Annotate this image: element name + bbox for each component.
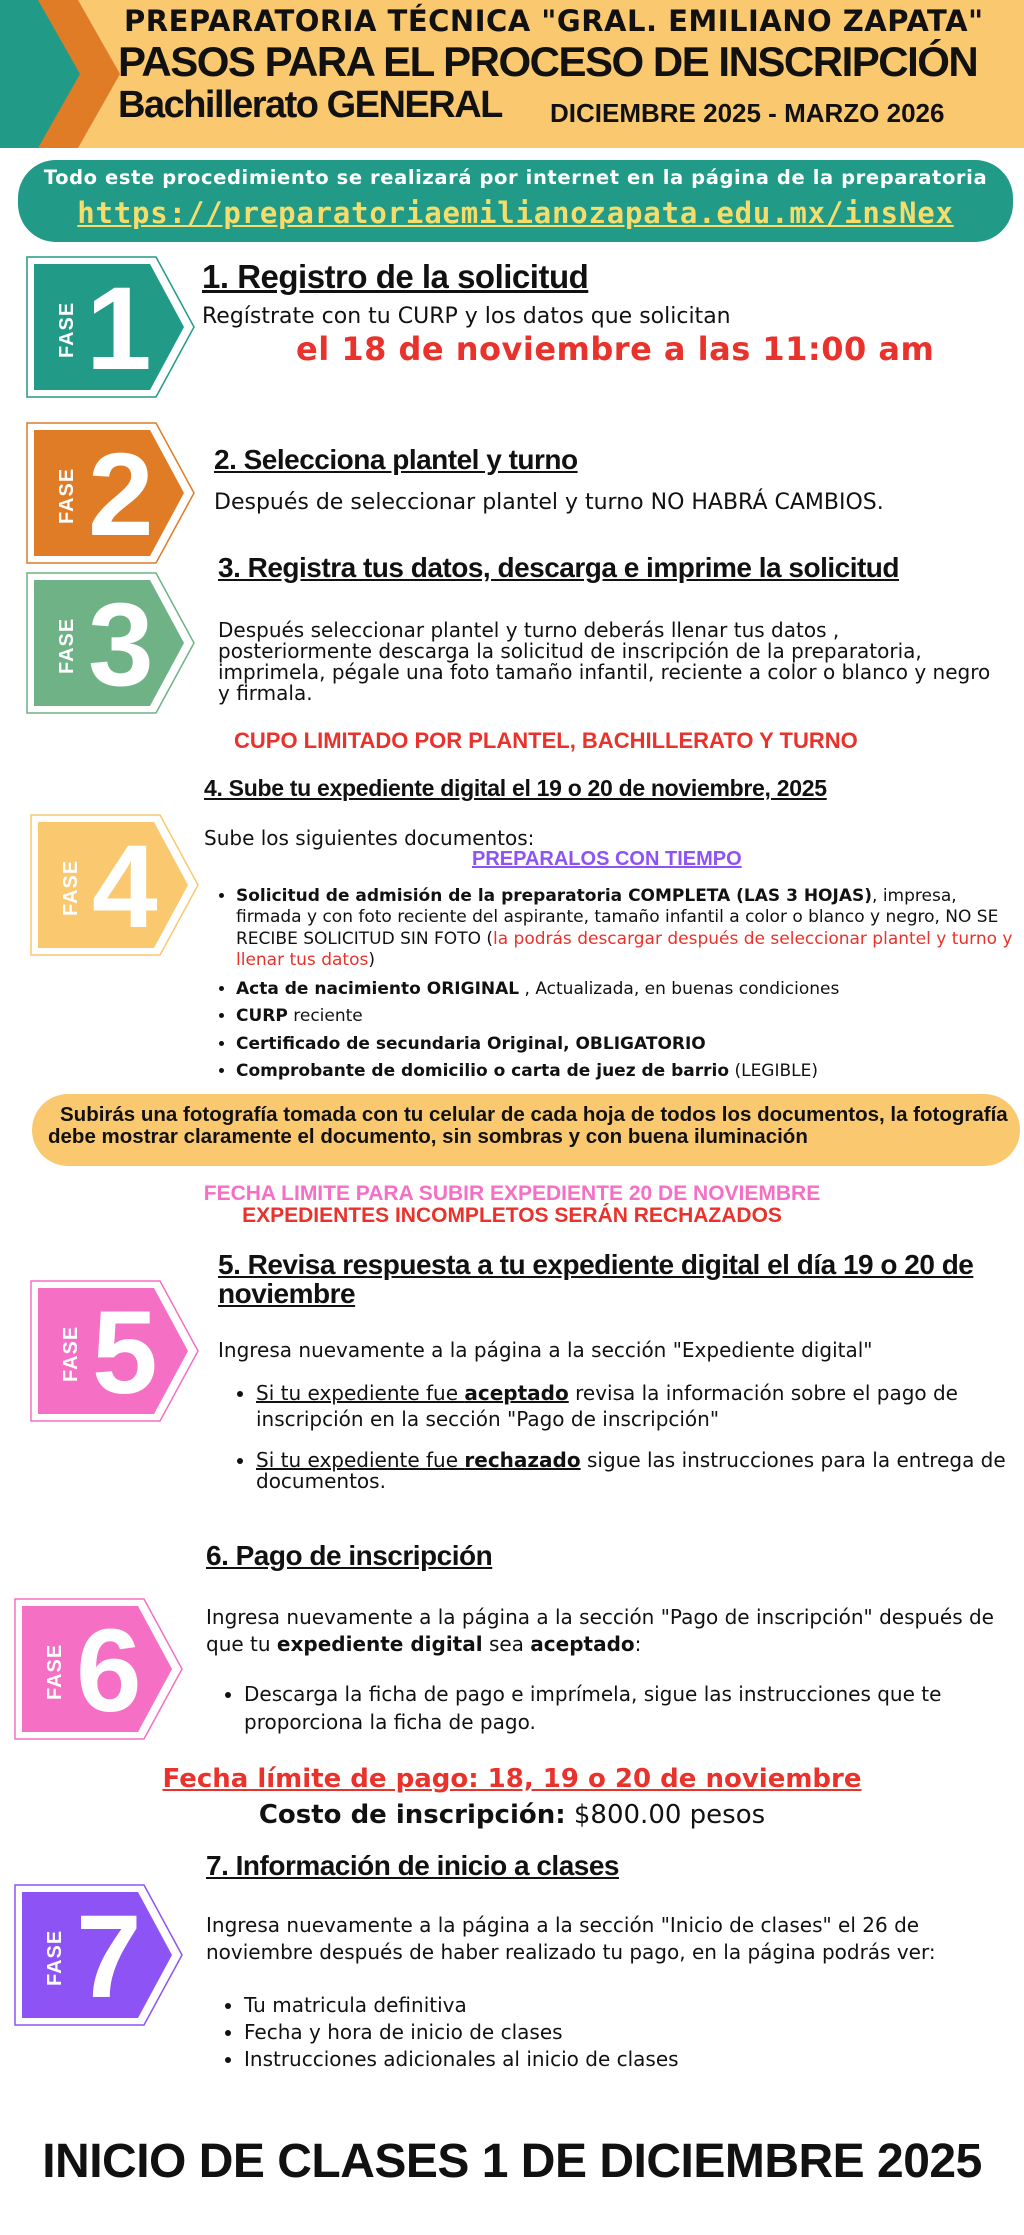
url-banner [18, 160, 1013, 242]
phase-4-intro: Sube los siguientes documentos: [204, 826, 535, 850]
document-item: • CURP reciente [236, 1006, 1016, 1027]
phase-6-list [214, 1680, 994, 1742]
phase-1-text: Regístrate con tu CURP y los datos que solicitan [202, 304, 731, 329]
phase-7-title: 7. Información de inicio a clases [206, 1850, 619, 1881]
accepted-item: • Si tu expediente fue aceptado revisa la información sobre el pago de inscripción en la sección "Pago de inscripción" [256, 1380, 1006, 1432]
phase-number: 2 [88, 429, 154, 561]
prepare-note: PREPARALOS CON TIEMPO [472, 848, 742, 870]
rejected-item: • Si tu expediente fue rechazado sigue las instrucciones para la entrega de documentos. [256, 1450, 1006, 1492]
class-info-item: • Fecha y hora de inicio de clases [244, 2019, 994, 2046]
phase-2-title: 2. Selecciona plantel y turno [214, 444, 578, 475]
school-name: PREPARATORIA TÉCNICA "GRAL. EMILIANO ZAPATA" [124, 4, 984, 38]
registration-link[interactable]: https://preparatoriaemilianozapata.edu.mx/insNex [77, 196, 954, 230]
phase-label: FASE [44, 1643, 66, 1700]
payment-slip-item: • Descarga la ficha de pago e imprímela, sigue las instrucciones que te proporciona la ficha de pago. [244, 1680, 994, 1736]
phase-6-title: 6. Pago de inscripción [206, 1540, 493, 1571]
header [0, 0, 1024, 148]
phase-label: FASE [56, 617, 78, 674]
phase-7-badge [14, 1884, 184, 2026]
phase-5-intro: Ingresa nuevamente a la página a la sección "Expediente digital" [218, 1338, 873, 1362]
phase-label: FASE [60, 1325, 82, 1382]
phase-label: FASE [56, 301, 78, 358]
phase-label: FASE [56, 467, 78, 524]
document-item: • Comprobante de domicilio o carta de juez de barrio (LEGIBLE) [236, 1061, 1016, 1082]
phase-number: 5 [92, 1287, 158, 1419]
period-label: DICIEMBRE 2025 - MARZO 2026 [550, 98, 945, 128]
upload-deadline: FECHA LIMITE PARA SUBIR EXPEDIENTE 20 DE NOVIEMBRE [203, 1182, 821, 1205]
banner-note: Todo este procedimiento se realizará por internet en la página de la preparatoria [43, 166, 988, 189]
phase-number: 3 [88, 579, 154, 711]
phase-label: FASE [44, 1929, 66, 1986]
page-title: PASOS PARA EL PROCESO DE INSCRIPCIÓN [118, 38, 978, 85]
program-name: Bachillerato GENERAL [118, 84, 502, 126]
phase-2-badge [26, 422, 196, 564]
phase-2-text: Después de seleccionar plantel y turno NO HABRÁ CAMBIOS. [214, 490, 884, 515]
incomplete-warning: EXPEDIENTES INCOMPLETOS SERÁN RECHAZADOS [242, 1204, 782, 1227]
phase-5-title: 5. Revisa respuesta a tu expediente digital el día 19 o 20 de noviembre [218, 1249, 974, 1310]
phase-label: FASE [60, 859, 82, 916]
classes-start-footer: INICIO DE CLASES 1 DE DICIEMBRE 2025 [42, 2135, 982, 2188]
registration-cost: Costo de inscripción: $800.00 pesos [258, 1800, 766, 1830]
phase-7-list [214, 1992, 994, 2073]
phase-4-badge [30, 814, 200, 956]
phase-7-intro: Ingresa nuevamente a la página a la sección "Inicio de clases" el 26 de noviembre después de haber realizado tu pago, en la página podrás ver: [206, 1913, 936, 1964]
phase-3-text: Después seleccionar plantel y turno deberás llenar tus datos , posteriormente descarga la solicitud de inscripción de la preparatoria, imprimela, pégale una foto tamaño infantil, reciente a color o blanco y negro y firmala. [218, 618, 991, 705]
document-list [206, 886, 1016, 1088]
phase-6-badge [14, 1598, 184, 1740]
phase-1-badge [26, 256, 196, 398]
phase-5-list [226, 1380, 1006, 1498]
payment-deadline: Fecha límite de pago: 18, 19 o 20 de noviembre [162, 1764, 862, 1794]
phase-5-badge [30, 1280, 200, 1422]
phase-3-limit: CUPO LIMITADO POR PLANTEL, BACHILLERATO Y TURNO [234, 728, 858, 753]
phase-1-date: el 18 de noviembre a las 11:00 am [296, 330, 935, 368]
header-chevron-graphic [0, 0, 120, 148]
phase-1-title: 1. Registro de la solicitud [202, 258, 589, 295]
phase-number: 6 [76, 1605, 142, 1737]
document-item: • Certificado de secundaria Original, OBLIGATORIO [236, 1034, 1016, 1055]
phase-3-title: 3. Registra tus datos, descarga e imprime la solicitud [218, 552, 900, 583]
document-item: • Acta de nacimiento ORIGINAL , Actualizada, en buenas condiciones [236, 979, 1016, 1000]
photo-note: Subirás una fotografía tomada con tu celular de cada hoja de todos los documentos, la fotografía debe mostrar claramente el documento, sin sombras y con buena iluminación [48, 1103, 1008, 1149]
phase-number: 7 [76, 1891, 142, 2023]
class-info-item: • Tu matricula definitiva [244, 1992, 994, 2019]
class-info-item: • Instrucciones adicionales al inicio de clases [244, 2046, 994, 2073]
phase-number: 4 [92, 821, 158, 953]
photo-note-banner [32, 1094, 1020, 1166]
phase-4-title: 4. Sube tu expediente digital el 19 o 20 de noviembre, 2025 [204, 775, 827, 801]
phase-6-intro: Ingresa nuevamente a la página a la sección "Pago de inscripción" después de que tu expediente digital sea aceptado: [206, 1605, 994, 1656]
phase-3-badge [26, 572, 196, 714]
document-item: • Solicitud de admisión de la preparatoria COMPLETA (LAS 3 HOJAS), impresa, firmada y con foto reciente del aspirante, tamaño infantil a color o blanco y negro, NO SE RECIBE SOLICITUD SIN FOTO (la podrás descargar después de seleccionar plantel y turno y llenar tus datos) [236, 886, 1016, 971]
phase-number: 1 [86, 263, 152, 395]
